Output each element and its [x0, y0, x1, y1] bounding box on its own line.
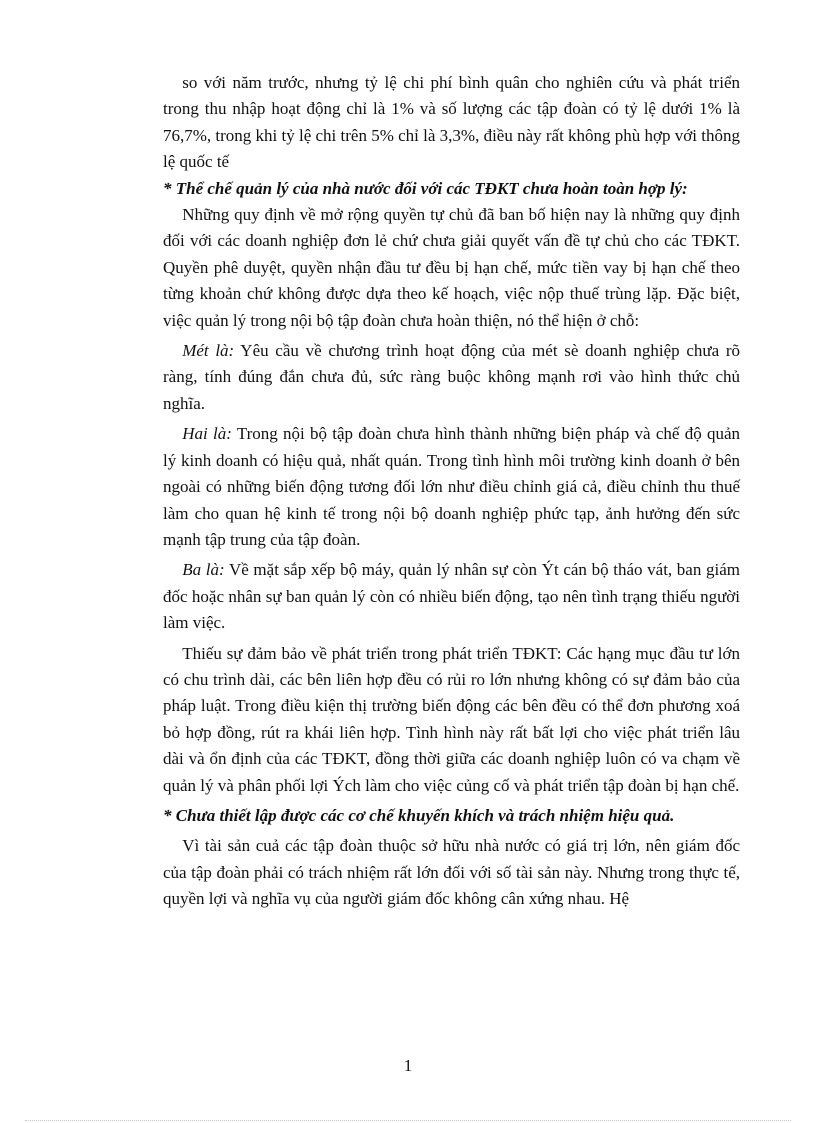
paragraph-development-guarantee: Thiếu sự đảm bảo về phát triển trong phát triển TĐKT: Các hạng mục đầu tư lớn có chu trình dài, các bên liên hợp đều có rủi ro lớn nhưng không có sự đảm bảo của pháp luật. Trong điều kiện thị trường biến động các bên đều có thể đơn phương xoá bỏ hợp đồng, rút ra khái liên hợp. Tình hình này rất bất lợi cho việc phát triển lâu dài và ổn định của các TĐKT, đồng thời giữa các doanh nghiệp luôn có va chạm về quản lý và phân phối lợi Ých làm cho việc củng cố và phát triển tập đoàn bị hạn chế.	[163, 643, 740, 795]
footer-divider	[25, 1120, 791, 1121]
paragraph-rd-cost: so với năm trước, nhưng tỷ lệ chi phí bình quân cho nghiên cứu và phát triển trong thu nhập hoạt động chỉ là 1% và số lượng các tập đoàn có tỷ lệ dưới 1% là 76,7%, trong khi tỷ lệ chi trên 5% chỉ là 3,3%, điều này rất không phù hợp với thông lệ quốc tế	[163, 73, 740, 172]
second-point-text: Trong nội bộ tập đoàn chưa hình thành những biện pháp và chế độ quản lý kinh doanh có hiệu quả, nhất quán. Trong tình hình môi trường kinh doanh ở bên ngoài có những biến động tương đối lớn như điều chỉnh giá cả, điều chỉnh thu thuế làm cho quan hệ kinh tế trong nội bộ doanh nghiệp phức tạp, ảnh hưởng đến sức mạnh tập trung của tập đoàn.	[163, 424, 740, 549]
first-point-lead: Mét là:	[182, 341, 235, 361]
third-point-lead: Ba là:	[182, 560, 225, 580]
paragraph-autonomy: Những quy định về mở rộng quyền tự chủ đã ban bố hiện nay là những quy định đối với các doanh nghiệp đơn lẻ chứ chưa giải quyết vấn đề tự chủ cho các TĐKT. Quyền phê duyệt, quyền nhận đầu tư đều bị hạn chế, mức tiền vay bị hạn chế theo từng khoản chứ không được dựa theo kế hoạch, việc nộp thuế trùng lặp. Đặc biệt, việc quản lý trong nội bộ tập đoàn chưa hoàn thiện, nó thể hiện ở chỗ:	[163, 205, 740, 330]
page-number: 1	[403, 1056, 413, 1075]
second-point-lead: Hai là:	[182, 424, 232, 444]
third-point-text: Về mặt sắp xếp bộ máy, quản lý nhân sự còn Ýt cán bộ tháo vát, ban giám đốc hoặc nhân sự ban quản lý còn có nhiều biến động, tạo nên tình trạng thiếu người làm việc.	[163, 560, 740, 633]
heading-incentive-mechanism: * Chưa thiết lập được các cơ chế khuyến khích và trách nhiệm hiệu quả.	[163, 805, 675, 825]
paragraph-third-point	[163, 557, 740, 636]
paragraph-second-point	[163, 421, 740, 553]
paragraph-director-responsibility: Vì tài sản cuả các tập đoàn thuộc sở hữu nhà nước có giá trị lớn, nên giám đốc của tập đoàn phải có trách nhiệm rất lớn đối với số tài sản này. Nhưng trong thực tế, quyền lợi và nghĩa vụ của người giám đốc không cân xứng nhau. Hệ	[163, 836, 740, 909]
first-point-text: Yêu cầu về chương trình hoạt động của mét sè doanh nghiệp chưa rõ ràng, tính đúng đắn chưa đủ, sức ràng buộc không mạnh rơi vào hình thức chủ nghĩa.	[163, 341, 740, 413]
heading-state-institution: * Thể chế quản lý của nhà nước đối với các TĐKT chưa hoàn toàn hợp lý:	[163, 178, 688, 198]
paragraph-first-point	[163, 338, 740, 417]
document-body	[163, 70, 740, 913]
